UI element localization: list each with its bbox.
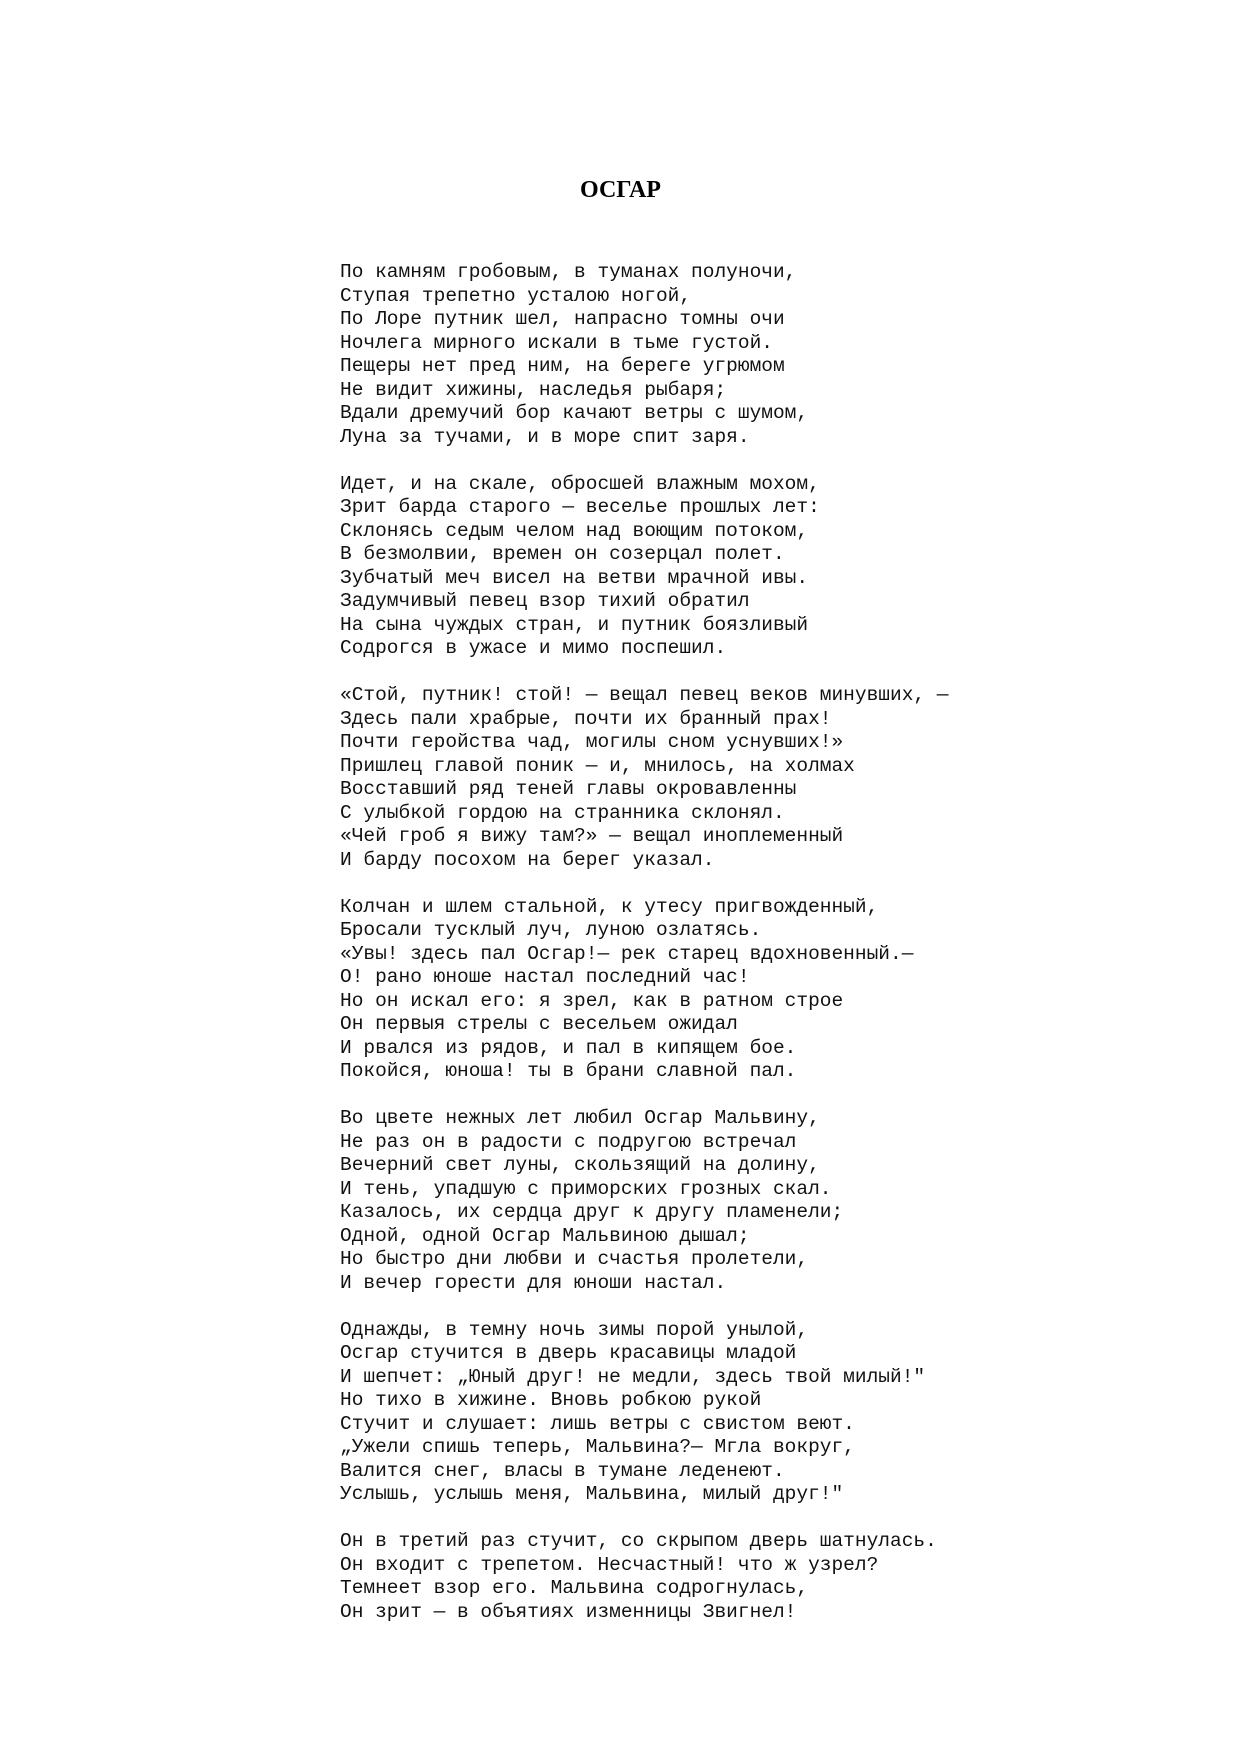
poem-line: Пришлец главой поник — и, мнилось, на холмах <box>340 754 855 777</box>
poem-line: Колчан и шлем стальной, к утесу пригвожденный, <box>340 895 879 918</box>
poem-line: И тень, упадшую с приморских грозных скал. <box>340 1177 832 1200</box>
poem-line: Содрогся в ужасе и мимо поспешил. <box>340 637 727 659</box>
poem-line: Услышь, услышь меня, Мальвина, милый друг!" <box>340 1483 844 1505</box>
stanza-5 <box>340 1107 1200 1295</box>
poem-line: Не раз он в радости с подругою встречал <box>340 1130 797 1153</box>
poem-line: Не видит хижины, наследья рыбаря; <box>340 378 727 401</box>
poem-line: Стучит и слушает: лишь ветры с свистом веют. <box>340 1412 855 1435</box>
poem-body <box>340 261 1200 1648</box>
poem-line: И шепчет: „Юный друг! не медли, здесь твой милый!" <box>340 1365 926 1388</box>
poem-line: Ночлега мирного искали в тьме густой. <box>340 331 773 354</box>
poem-line: Вдали дремучий бор качают ветры с шумом, <box>340 402 809 424</box>
stanza-1 <box>340 261 1200 449</box>
poem-line: Он в третий раз стучит, со скрыпом дверь шатнулась. <box>340 1530 937 1552</box>
poem-line: Во цвете нежных лет любил Осгар Мальвину, <box>340 1107 820 1129</box>
poem-line: Склонясь седым челом над воющим потоком, <box>340 519 809 542</box>
poem-title: ОСГАР <box>580 177 661 203</box>
poem-line: Луна за тучами, и в море спит заря. <box>340 425 750 448</box>
poem-line: Зрит барда старого — веселье прошлых лет: <box>340 496 820 518</box>
poem-line: Задумчивый певец взор тихий обратил <box>340 590 750 612</box>
poem-line: И вечер горести для юноши настал. <box>340 1271 727 1294</box>
poem-line: В безмолвии, времен он созерцал полет. <box>340 543 785 565</box>
poem-line: С улыбкой гордою на странника склонял. <box>340 801 785 824</box>
stanza-6 <box>340 1319 1200 1507</box>
stanza-2 <box>340 473 1200 661</box>
poem-line: Он первыя стрелы с весельем ожидал <box>340 1013 738 1035</box>
poem-line: «Стой, путник! стой! — вещал певец веков минувших, — <box>340 684 949 706</box>
poem-line: На сына чуждых стран, и путник боязливый <box>340 613 809 636</box>
stanza-4 <box>340 896 1200 1084</box>
poem-line: Темнеет взор его. Мальвина содрогнулась, <box>340 1577 809 1599</box>
poem-line: Он зрит — в объятиях изменницы Звигнел! <box>340 1600 797 1623</box>
poem-line: Он входит с трепетом. Несчастный! что ж узрел? <box>340 1553 879 1576</box>
poem-line: Бросали тусклый луч, луною озлатясь. <box>340 919 762 941</box>
poem-line: Зубчатый меч висел на ветви мрачной ивы. <box>340 566 809 589</box>
poem-line: Валится снег, власы в тумане леденеют. <box>340 1459 785 1482</box>
poem-line: Восставший ряд теней главы окровавленны <box>340 778 797 800</box>
poem-line: По камням гробовым, в туманах полуночи, <box>340 261 797 283</box>
poem-line: Но быстро дни любви и счастья пролетели, <box>340 1248 809 1270</box>
poem-line: Покойся, юноша! ты в брани славной пал. <box>340 1060 797 1082</box>
poem-line: Одной, одной Осгар Мальвиною дышал; <box>340 1224 750 1247</box>
poem-line: Ступая трепетно усталою ногой, <box>340 284 692 307</box>
poem-line: Но он искал его: я зрел, как в ратном строе <box>340 989 844 1012</box>
poem-line: Идет, и на скале, обросшей влажным мохом, <box>340 472 820 495</box>
poem-line: Казалось, их сердца друг к другу пламенели; <box>340 1201 844 1223</box>
poem-line: Вечерний свет луны, скользящий на долину, <box>340 1154 820 1176</box>
poem-line: Пещеры нет пред ним, на береге угрюмом <box>340 355 785 377</box>
stanza-3 <box>340 684 1200 872</box>
poem-line: По Лоре путник шел, напрасно томны очи <box>340 308 785 330</box>
poem-line: Почти геройства чад, могилы сном уснувших!» <box>340 731 844 753</box>
poem-line: И рвался из рядов, и пал в кипящем бое. <box>340 1036 797 1059</box>
stanza-7 <box>340 1530 1200 1624</box>
poem-line: О! рано юноше настал последний час! <box>340 966 750 988</box>
poem-line: «Увы! здесь пал Осгар!— рек старец вдохновенный.— <box>340 942 914 965</box>
poem-line: Но тихо в хижине. Вновь робкою рукой <box>340 1389 762 1411</box>
poem-line: Здесь пали храбрые, почти их бранный прах! <box>340 707 832 730</box>
poem-line: «Чей гроб я вижу там?» — вещал иноплеменный <box>340 825 844 847</box>
poem-line: Осгар стучится в дверь красавицы младой <box>340 1342 797 1364</box>
poem-line: „Ужели спишь теперь, Мальвина?— Мгла вокруг, <box>340 1436 855 1458</box>
poem-line: И барду посохом на берег указал. <box>340 848 715 871</box>
poem-line: Однажды, в темну ночь зимы порой унылой, <box>340 1318 809 1341</box>
